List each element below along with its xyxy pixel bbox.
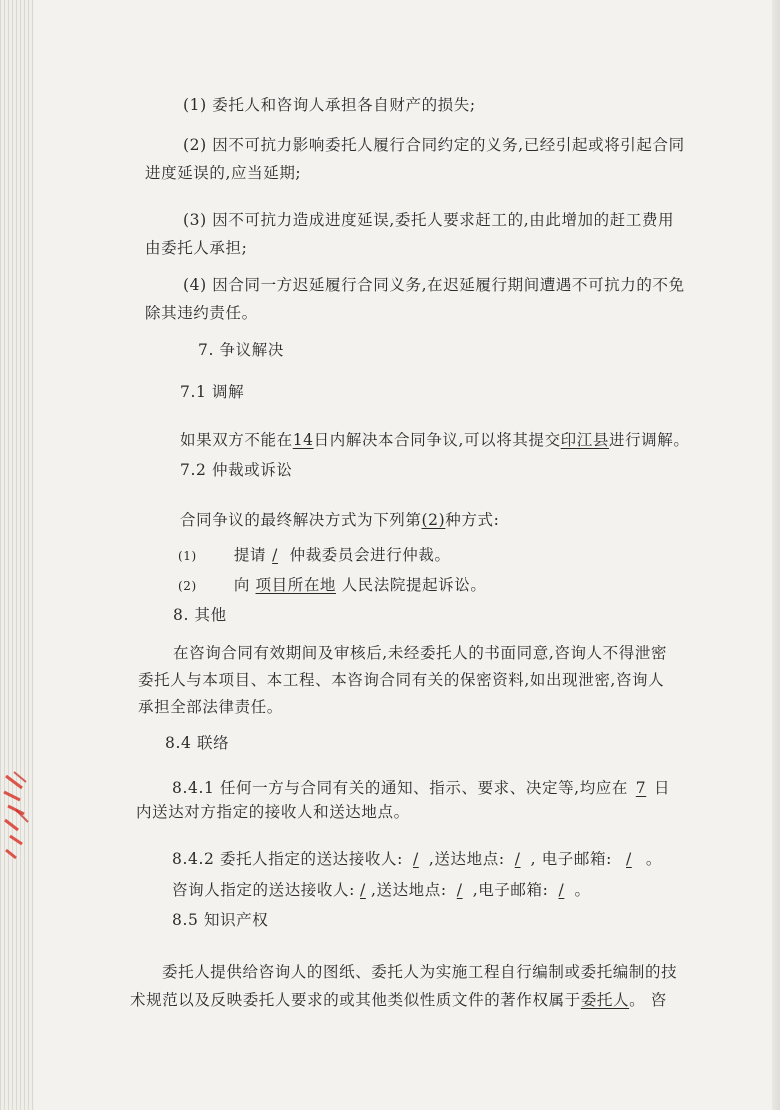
ip-owner: 委托人: [580, 991, 630, 1009]
clause-8-4-1-line2: 内送达对方指定的接收人和送达地点。: [136, 803, 410, 821]
client-receiver-value: /: [412, 850, 419, 868]
mediation-text-pre: 如果双方不能在: [180, 431, 293, 449]
mediation-days: 14: [292, 431, 314, 449]
section-7-2-heading: 7.2 仲裁或诉讼: [180, 461, 293, 479]
clause-8-4-1-line1: [172, 778, 670, 798]
confidentiality-line3: 承担全部法律责任。: [138, 698, 283, 716]
notice-text-pre: 8.4.1 任何一方与合同有关的通知、指示、要求、决定等,均应在: [172, 779, 628, 797]
client-line-end: 。: [645, 850, 663, 868]
ip-text-pre: 术规范以及反映委托人要求的或其他类似性质文件的著作权属于: [130, 991, 581, 1009]
dispute-method-clause: [180, 510, 499, 530]
consultant-email-label: ,电子邮箱:: [472, 881, 549, 899]
option-1-blank: /: [272, 546, 278, 564]
confidentiality-line1: 在咨询合同有效期间及审核后,未经委托人的书面同意,咨询人不得泄密: [173, 644, 668, 662]
option-2-text-pre: 向: [233, 576, 250, 594]
option-2-number: (2): [178, 579, 197, 593]
confidentiality-line2: 委托人与本项目、本工程、本咨询合同有关的保密资料,如出现泄密,咨询人: [138, 671, 665, 689]
dispute-choice: (2): [421, 511, 446, 529]
section-8-5-heading: 8.5 知识产权: [172, 911, 269, 929]
consultant-address-label: ,送达地点:: [370, 881, 447, 899]
ip-clause-line2: [130, 990, 667, 1010]
option-2-place: 项目所在地: [255, 576, 337, 594]
clause-4-line1: (4) 因合同一方迟延履行合同义务,在迟延履行期间遭遇不可抗力的不免: [183, 276, 685, 294]
paper-stack-edge: [0, 0, 34, 1110]
clause-8-4-2-client: [172, 849, 662, 869]
clause-4-line2: 除其违约责任。: [145, 304, 258, 322]
mediation-place: 印江县: [560, 431, 609, 449]
section-7-1-heading: 7.1 调解: [180, 383, 245, 401]
red-seal-stamp-fragment: [2, 770, 30, 860]
clause-2-line2: 进度延误的,应当延期;: [145, 164, 302, 182]
notice-days: 7: [635, 779, 647, 797]
mediation-text-mid: 日内解决本合同争议,可以将其提交: [313, 431, 561, 449]
clause-3-line1: (3) 因不可抗力造成进度延误,委托人要求赶工的,由此增加的赶工费用: [183, 211, 675, 229]
dispute-text-post: 种方式:: [445, 511, 500, 529]
mediation-clause: [180, 430, 690, 450]
clause-3-line2: 由委托人承担;: [145, 239, 248, 257]
consultant-line-end: 。: [574, 881, 591, 899]
option-1-text-post: 仲裁委员会进行仲裁。: [289, 546, 451, 564]
client-receiver-label: 8.4.2 委托人指定的送达接收人:: [172, 850, 403, 868]
clause-8-4-2-consultant: [172, 880, 591, 900]
option-1-number: (1): [178, 549, 197, 563]
section-8-heading: 8. 其他: [173, 606, 227, 624]
section-7-heading: 7. 争议解决: [198, 341, 284, 359]
option-1-text-pre: 提请: [233, 546, 267, 564]
notice-text-post: 日: [654, 779, 671, 797]
consultant-address-value: /: [456, 881, 463, 899]
consultant-receiver-value: /: [360, 881, 366, 899]
section-8-4-heading: 8.4 联络: [165, 734, 230, 752]
dispute-text-pre: 合同争议的最终解决方式为下列第: [180, 511, 422, 529]
ip-text-post: 。 咨: [629, 991, 667, 1009]
consultant-receiver-label: 咨询人指定的送达接收人:: [172, 881, 355, 899]
option-2: [178, 575, 486, 596]
option-1: [178, 545, 451, 566]
client-email-value: /: [626, 850, 632, 868]
client-email-label: , 电子邮箱:: [530, 850, 612, 868]
consultant-email-value: /: [558, 881, 565, 899]
ip-clause-line1: 委托人提供给咨询人的图纸、委托人为实施工程自行编制或委托编制的技: [162, 963, 678, 981]
client-address-value: /: [514, 850, 521, 868]
clause-1: (1) 委托人和咨询人承担各自财产的损失;: [183, 96, 476, 114]
mediation-text-post: 进行调解。: [608, 431, 690, 449]
option-2-text-post: 人民法院提起诉讼。: [341, 576, 487, 594]
paper-right-edge: [772, 0, 780, 1110]
client-address-label: ,送达地点:: [428, 850, 505, 868]
clause-2-line1: (2) 因不可抗力影响委托人履行合同约定的义务,已经引起或将引起合同: [183, 136, 685, 154]
